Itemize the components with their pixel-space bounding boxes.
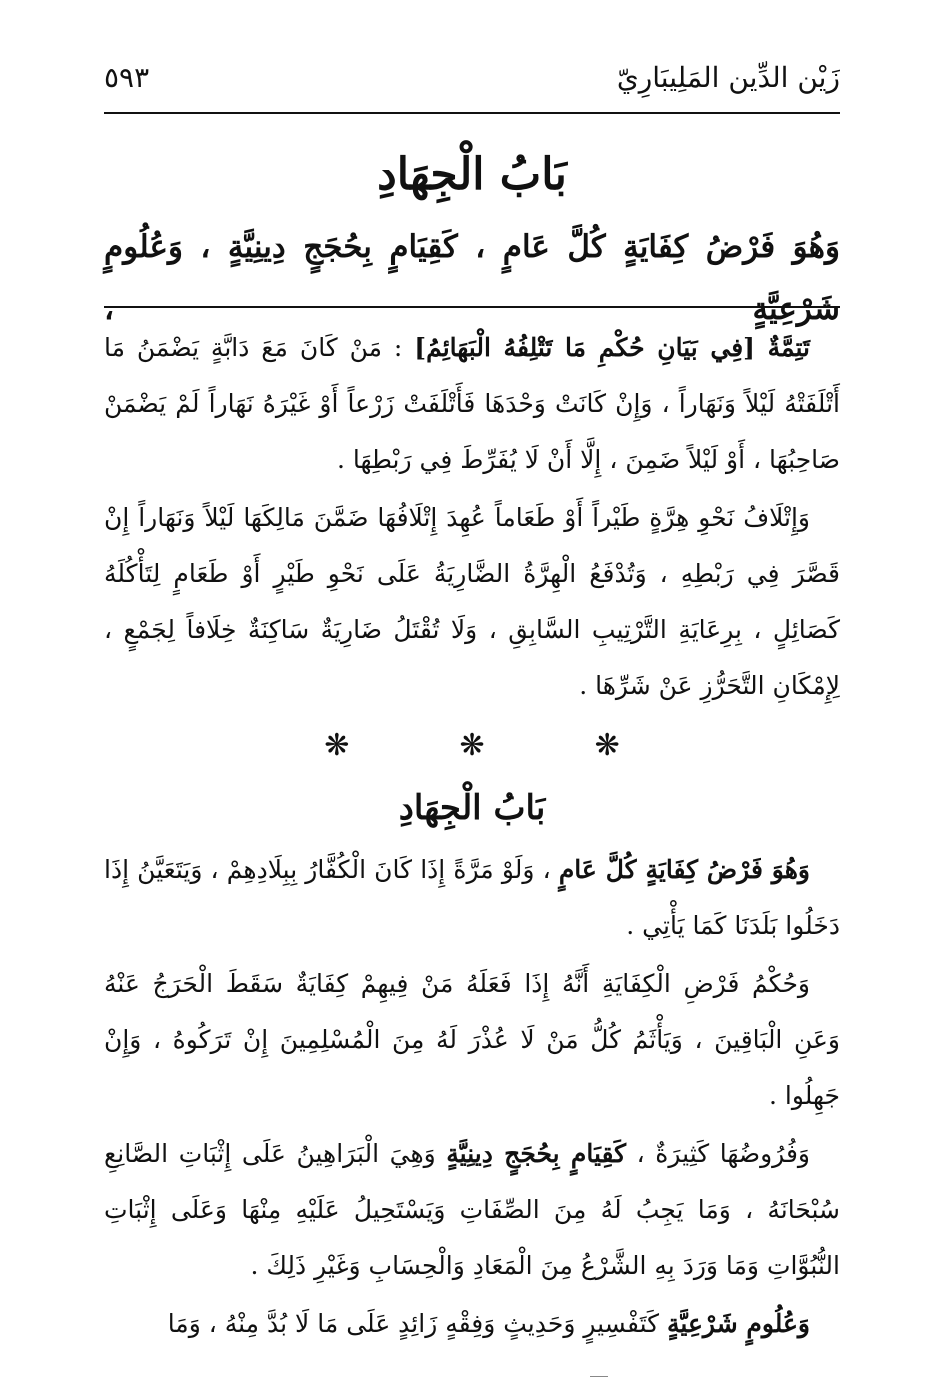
matn-quote: كَقِيَامٍ بِحُجَجٍ دِينِيَّةٍ xyxy=(446,1139,627,1168)
paragraph-text: وَفُرُوضُهَا كَثِيرَةٌ ، xyxy=(626,1139,810,1168)
section-separator xyxy=(104,714,840,778)
page-footer-mark xyxy=(590,1376,608,1381)
paragraph-text: وَهِيَ الْبَرَاهِينُ عَلَى إِثْبَاتِ الصَّانِعِ سُبْحَانَهُ ، وَمَا يَجِبُ لَهُ مِنَ الصِّفَاتِ وَيَسْتَحِيلُ عَلَيْهِ مِنْهَا وَعَلَى إِثْبَاتِ النُّبُوَّاتِ وَمَا وَرَدَ بِهِ الشَّرْعُ مِنَ الْمَعَادِ وَالْحِسَابِ وَغَيْرِ ذَلِكَ . xyxy=(104,1139,840,1280)
commentary-paragraph-3 xyxy=(104,842,840,954)
matn-quote: وَهُوَ فَرْضُ كِفَايَةٍ كُلَّ عَامٍ xyxy=(558,855,810,884)
asterism-icon: ❋ xyxy=(324,728,350,763)
commentary-paragraph-6 xyxy=(104,1296,840,1352)
commentary-paragraph-4: وَحُكْمُ فَرْضِ الْكِفَايَةِ أَنَّهُ إِذَا فَعَلَهُ مَنْ فِيهِمْ كِفَايَةٌ سَقَطَ الْحَرَجُ عَنْهُ وَعَنِ الْبَاقِينَ ، وَيَأْثَمُ كُلُّ مَنْ لَا عُذْرَ لَهُ مِنَ الْمُسْلِمِينَ إِنْ تَرَكُوهُ ، وَإِنْ جَهِلُوا . xyxy=(104,969,840,1110)
matn-text: وَهُوَ فَرْضُ كِفَايَةٍ كُلَّ عَامٍ ، كَقِيَامٍ بِحُجَجٍ دِينِيَّةٍ ، وَعُلُومٍ شَرْعِيَّةٍ ، xyxy=(104,229,840,327)
tatimma-heading: تَتِمَّةٌ [فِي بَيَانِ حُكْمِ مَا تَتْلِفُهُ الْبَهَائِمُ] xyxy=(414,333,810,362)
paragraph-text: ، وَلَوْ مَرَّةً إِذَا كَانَ الْكُفَّارُ بِبِلَادِهِمْ ، وَيَتَعَيَّنُ إِذَا دَخَلُوا بَلَدَنَا كَمَا يَأْتِي . xyxy=(104,855,840,940)
paragraph-text: : مَنْ كَانَ مَعَ دَابَّةٍ يَضْمَنُ مَا أَتْلَفَتْهُ لَيْلاً وَنَهَاراً ، وَإِنْ كَانَتْ وَحْدَهَا فَأَتْلَفَتْ زَرْعاً أَوْ غَيْرَهُ نَهَاراً لَمْ يَضْمَنْ صَاحِبُهَا ، أَوْ لَيْلاً ضَمِنَ ، إِلَّا أَنْ لَا يُفَرِّطَ فِي رَبْطِهَا . xyxy=(104,333,840,474)
running-title: زَيْن الدِّين المَلِيبَارِيّ xyxy=(616,60,840,94)
matn-quote: وَعُلُومٍ شَرْعِيَّةٍ xyxy=(667,1309,810,1338)
section-title: بَابُ الْجِهَادِ xyxy=(398,788,546,828)
asterism-icon: ❋ xyxy=(594,728,620,763)
chapter-title: بَابُ الْجِهَادِ xyxy=(377,149,567,200)
page-number: ٥٩٣ xyxy=(104,60,150,94)
running-header xyxy=(104,52,840,102)
asterism-icon: ❋ xyxy=(459,728,485,763)
commentary-paragraph-2: وَإِتْلَافُ نَحْوِ هِرَّةٍ طَيْراً أَوْ طَعَاماً عُهِدَ إِتْلَافُهَا ضَمَّنَ مَالِكَهَا لَيْلاً وَنَهَاراً إِنْ قَصَّرَ فِي رَبْطِهِ ، وَتُدْفَعُ الْهِرَّةُ الضَّارِيَةُ عَلَى نَحْوِ طَيْرٍ أَوْ طَعَامٍ لِتَأْكُلَهُ كَصَائِلٍ ، بِرِعَايَةِ التَّرْتِيبِ السَّابِقِ ، وَلَا تُقْتَلُ ضَارِيَةٌ سَاكِنَةٌ خِلَافاً لِجَمْعٍ ، لِإِمْكَانِ التَّحَرُّزِ عَنْ شَرِّهَا . xyxy=(104,503,840,700)
commentary-paragraph-1 xyxy=(104,320,840,488)
commentary-body xyxy=(104,320,840,1352)
matn-divider-rule xyxy=(104,306,840,308)
paragraph-text: كَتَفْسِيرٍ وَحَدِيثٍ وَفِقْهٍ زَائِدٍ عَلَى مَا لَا بُدَّ مِنْهُ ، وَمَا xyxy=(167,1309,668,1338)
header-rule xyxy=(104,112,840,114)
commentary-paragraph-5 xyxy=(104,1126,840,1294)
